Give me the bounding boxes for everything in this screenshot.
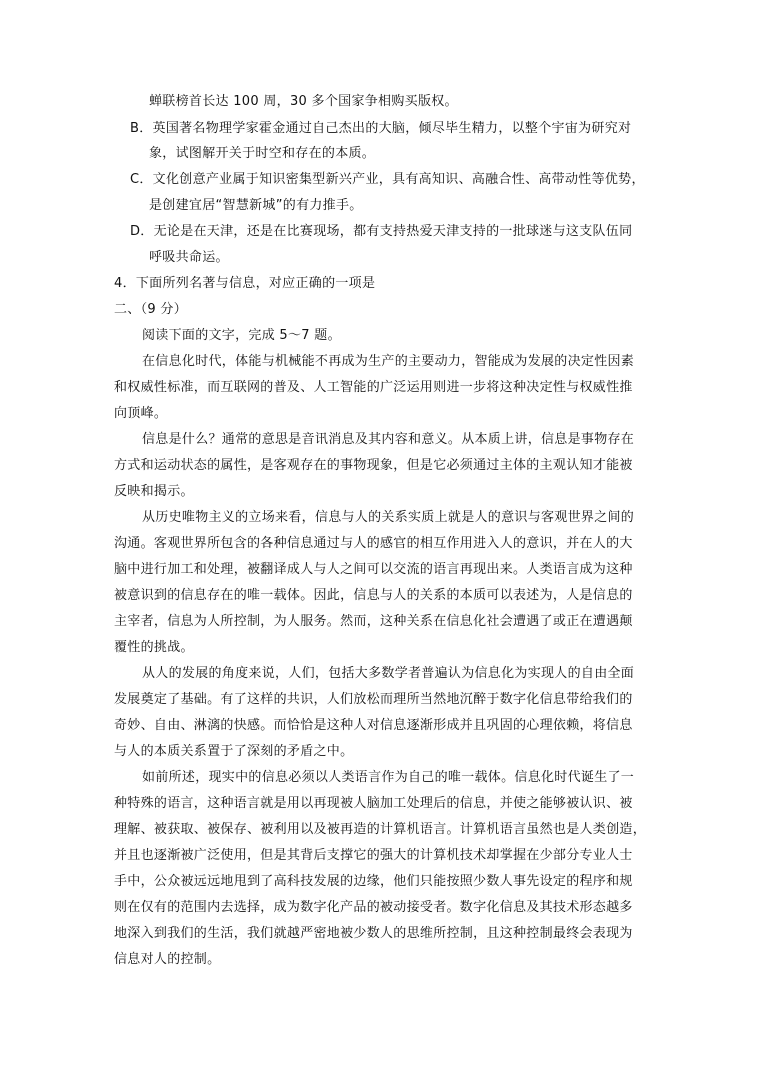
option-d-line: D．无论是在天津，还是在比赛现场，都有支持热爱天津支持的一批球迷与这支队伍同 (130, 224, 633, 239)
paragraph-line: 方式和运动状态的属性，是客观存在的事物现象，但是它必须通过主体的主观认知才能被 (114, 458, 633, 473)
section-heading: 二、（9 分） (114, 302, 188, 317)
paragraph-line: 向顶峰。 (114, 406, 168, 421)
text-line: 是创建宜居“智慧新城”的有力推手。 (149, 198, 363, 213)
option-b-line: B．英国著名物理学家霍金通过自己杰出的大脑，倾尽毕生精力，以整个宇宙为研究对 (130, 121, 632, 136)
paragraph-line: 如前所述，现实中的信息必须以人类语言作为自己的唯一载体。信息化时代诞生了一 (142, 770, 635, 785)
paragraph-line: 沟通。客观世界所包含的各种信息通过与人的感官的相互作用进入人的意识，并在人的大 (114, 536, 633, 551)
paragraph-line: 信息对人的控制。 (114, 952, 221, 967)
paragraph-line: 反映和揭示。 (114, 484, 194, 499)
paragraph-line: 在信息化时代，体能与机械能不再成为生产的主要动力，智能成为发展的决定性因素 (142, 354, 635, 369)
text-line: 象，试图解开关于时空和存在的本质。 (149, 146, 376, 161)
paragraph-line: 覆性的挑战。 (114, 640, 194, 655)
option-c-line: C．文化创意产业属于知识密集型新兴产业，具有高知识、高融合性、高带动性等优势， (130, 172, 645, 187)
text-line: 蝉联榜首长达 100 周，30 多个国家争相购买版权。 (149, 94, 458, 109)
paragraph-line: 则在仅有的范围内去选择，成为数字化产品的被动接受者。数字化信息及其技术形态越多 (114, 900, 633, 915)
paragraph-line: 与人的本质关系置于了深刻的矛盾之中。 (114, 744, 354, 759)
paragraph-line: 奇妙、自由、淋漓的快感。而恰恰是这种人对信息逐渐形成并且巩固的心理依赖，将信息 (114, 718, 633, 733)
question-4: 4．下面所列名著与信息，对应正确的一项是 (114, 276, 376, 291)
paragraph-line: 手中，公众被远远地甩到了高科技发展的边缘，他们只能按照少数人事先设定的程序和规 (114, 874, 633, 889)
paragraph-line: 发展奠定了基础。有了这样的共识，人们放松而理所当然地沉醉于数字化信息带给我们的 (114, 692, 633, 707)
paragraph-line: 从历史唯物主义的立场来看，信息与人的关系实质上就是人的意识与客观世界之间的 (142, 510, 635, 525)
paragraph-line: 从人的发展的角度来说，人们，包括大多数学者普遍认为信息化为实现人的自由全面 (142, 666, 635, 681)
paragraph-line: 信息是什么？通常的意思是音讯消息及其内容和意义。从本质上讲，信息是事物存在 (142, 432, 635, 447)
paragraph-line: 和权威性标准，而互联网的普及、人工智能的广泛运用则进一步将这种决定性与权威性推 (114, 380, 633, 395)
paragraph-line: 被意识到的信息存在的唯一载体。因此，信息与人的关系的本质可以表述为，人是信息的 (114, 588, 633, 603)
paragraph-line: 主宰者，信息为人所控制，为人服务。然而，这种关系在信息化社会遭遇了或正在遭遇颠 (114, 614, 633, 629)
reading-instruction: 阅读下面的文字，完成 5～7 题。 (142, 328, 341, 343)
paragraph-line: 脑中进行加工和处理，被翻译成人与人之间可以交流的语言再现出来。人类语言成为这种 (114, 562, 633, 577)
paragraph-line: 并且也逐渐被广泛使用，但是其背后支撑它的强大的计算机技术却掌握在少部分专业人士 (114, 848, 633, 863)
paragraph-line: 种特殊的语言，这种语言就是用以再现被人脑加工处理后的信息，并使之能够被认识、被 (114, 796, 633, 811)
paragraph-line: 理解、被获取、被保存、被利用以及被再造的计算机语言。计算机语言虽然也是人类创造， (114, 822, 647, 837)
paragraph-line: 地深入到我们的生活，我们就越严密地被少数人的思维所控制，且这种控制最终会表现为 (114, 926, 633, 941)
text-line: 呼吸共命运。 (149, 250, 229, 265)
